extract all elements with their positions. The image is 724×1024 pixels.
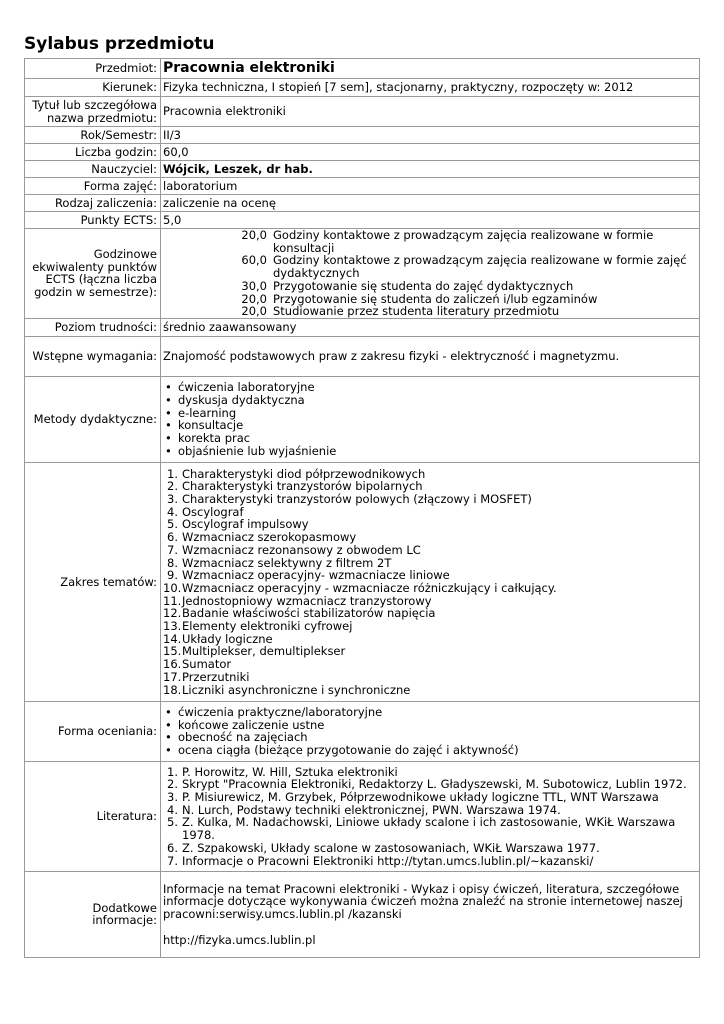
list-item: 3 . Charakterystyki tranzystorów polowych (złączowy i MOSFET) [163, 493, 696, 506]
list-item: 13 . Elementy elektroniki cyfrowej [163, 620, 696, 633]
row-topics [25, 462, 700, 701]
list-item: • e-learning [163, 407, 696, 420]
list-item: • korekta prac [163, 432, 696, 445]
grading-label: Forma oceniania: [25, 701, 161, 761]
additional-cell [161, 871, 700, 957]
additional-label: Dodatkowe informacje: [25, 871, 161, 957]
methods-cell [161, 376, 700, 462]
additional-link[interactable]: http://fizyka.umcs.lublin.pl [163, 932, 316, 947]
page-title: Sylabus przedmiotu [24, 34, 215, 54]
form-label: Forma zajęć: [25, 178, 161, 195]
direction-label: Kierunek: [25, 79, 161, 97]
row-grading [25, 701, 700, 761]
row-ects-points [25, 212, 700, 229]
row-year-semester [25, 127, 700, 144]
ects-entry: 20,0 Studiowanie przez studenta literatury przedmiotu [241, 304, 560, 319]
topics-label: Zakres tematów: [25, 462, 161, 701]
list-item: 1 . P. Horowitz, W. Hill, Sztuka elektroniki [163, 766, 696, 779]
row-subject [25, 59, 700, 79]
ects-equiv-label: Godzinowe ekwiwalenty punktów ECTS (łączna liczba godzin w semestrze): [25, 229, 161, 319]
full-name-label: Tytuł lub szczegółowa nazwa przedmiotu: [25, 97, 161, 127]
list-item: 9 . Wzmacniacz operacyjny- wzmacniacze liniowe [163, 569, 696, 582]
row-full-name [25, 97, 700, 127]
methods-list [163, 381, 696, 457]
prerequisites-value: Znajomość podstawowych praw z zakresu fizyki - elektryczność i magnetyzmu. [161, 336, 700, 376]
topics-list [163, 468, 696, 697]
row-hours [25, 144, 700, 161]
list-item: 12 . Badanie właściwości stabilizatorów napięcia [163, 607, 696, 620]
grading-list [163, 706, 696, 757]
full-name-value: Pracownia elektroniki [161, 97, 700, 127]
row-form [25, 178, 700, 195]
list-item: 4 . Oscylograf [163, 506, 696, 519]
list-item: 16 . Sumator [163, 658, 696, 671]
credit-type-value: zaliczenie na ocenę [161, 195, 700, 212]
form-value: laboratorium [161, 178, 700, 195]
list-item: • ćwiczenia laboratoryjne [163, 381, 696, 394]
list-item: • obecność na zajęciach [163, 731, 696, 744]
list-item: 5 . Oscylograf impulsowy [163, 518, 696, 531]
list-item: 2 . Charakterystyki tranzystorów bipolarnych [163, 480, 696, 493]
row-prerequisites [25, 336, 700, 376]
list-item: • dyskusja dydaktyczna [163, 394, 696, 407]
year-semester-value: II/3 [161, 127, 700, 144]
list-item: • ocena ciągła (bieżące przygotowanie do zajęć i aktywność) [163, 744, 696, 757]
list-item: • ćwiczenia praktyczne/laboratoryjne [163, 706, 696, 719]
prerequisites-label: Wstępne wymagania: [25, 336, 161, 376]
ects-entry: 20,0 Godziny kontaktowe z prowadzącym zajęcia realizowane w formie konsultacji [241, 228, 654, 255]
methods-label: Metody dydaktyczne: [25, 376, 161, 462]
hours-value: 60,0 [161, 144, 700, 161]
row-direction [25, 79, 700, 97]
ects-entry: 20,0 Przygotowanie się studenta do zaliczeń i/lub egzaminów [241, 291, 598, 306]
list-item: 10 . Wzmacniacz operacyjny - wzmacniacze różniczkujący i całkujący. [163, 582, 696, 595]
ects-points-label: Punkty ECTS: [25, 212, 161, 229]
list-item: • konsultacje [163, 419, 696, 432]
difficulty-value: średnio zaawansowany [161, 318, 700, 336]
literature-list [163, 766, 696, 868]
teacher-value: Wójcik, Leszek, dr hab. [161, 161, 700, 178]
list-item: 15 . Multiplekser, demultiplekser [163, 645, 696, 658]
row-literature [25, 761, 700, 871]
additional-text: Informacje na temat Pracowni elektroniki - Wykaz i opisy ćwiczeń, literatura, szczegółowe informacje dotyczące wykonywania ćwiczeń można znaleźć na stronie internetowej naszej pracowni:serwisy.umcs.lublin.pl /kazanski [163, 881, 683, 921]
list-item: 18 . Liczniki asynchroniczne i synchroniczne [163, 684, 696, 697]
list-item: • końcowe zaliczenie ustne [163, 719, 696, 732]
difficulty-label: Poziom trudności: [25, 318, 161, 336]
list-item: • objaśnienie lub wyjaśnienie [163, 445, 696, 458]
ects-points-value: 5,0 [161, 212, 700, 229]
year-semester-label: Rok/Semestr: [25, 127, 161, 144]
row-methods [25, 376, 700, 462]
row-credit-type [25, 195, 700, 212]
hours-label: Liczba godzin: [25, 144, 161, 161]
list-item: 11 . Jednostopniowy wzmacniacz tranzystorowy [163, 595, 696, 608]
syllabus-table [24, 58, 700, 958]
list-item: 4 . N. Lurch, Podstawy techniki elektronicznej, PWN. Warszawa 1974. [163, 804, 696, 817]
list-item: 6 . Wzmacniacz szerokopasmowy [163, 531, 696, 544]
list-item: 17 . Przerzutniki [163, 671, 696, 684]
list-item: 7 . Informacje o Pracowni Elektroniki http://tytan.umcs.lublin.pl/~kazanski/ [163, 855, 696, 868]
list-item: 7 . Wzmacniacz rezonansowy z obwodem LC [163, 544, 696, 557]
literature-label: Literatura: [25, 761, 161, 871]
ects-entry: 60,0 Godziny kontaktowe z prowadzącym zajęcia realizowane w formie zajęć dydaktycznych [241, 253, 687, 281]
list-item: 5 . Z. Kulka, M. Nadachowski, Liniowe układy scalone i ich zastosowanie, WKiŁ Warszawa 1978. [163, 816, 696, 841]
list-item: 3 . P. Misiurewicz, M. Grzybek, Półprzewodnikowe układy logiczne TTL, WNT Warszawa [163, 791, 696, 804]
list-item: 6 . Z. Szpakowski, Układy scalone w zastosowaniach, WKiŁ Warszawa 1977. [163, 842, 696, 855]
subject-value: Pracownia elektroniki [161, 59, 700, 79]
credit-type-label: Rodzaj zaliczenia: [25, 195, 161, 212]
list-item: 14 . Układy logiczne [163, 633, 696, 646]
direction-value: Fizyka techniczna, I stopień [7 sem], stacjonarny, praktyczny, rozpoczęty w: 2012 [161, 79, 700, 97]
ects-equiv-list [161, 229, 700, 319]
row-additional [25, 871, 700, 957]
list-item: 1 . Charakterystyki diod półprzewodnikowych [163, 468, 696, 481]
teacher-label: Nauczyciel: [25, 161, 161, 178]
list-item: 8 . Wzmacniacz selektywny z filtrem 2T [163, 557, 696, 570]
row-difficulty [25, 318, 700, 336]
row-ects-equivalents [25, 229, 700, 319]
grading-cell [161, 701, 700, 761]
ects-entry: 30,0 Przygotowanie się studenta do zajęć dydaktycznych [241, 278, 574, 293]
topics-cell [161, 462, 700, 701]
subject-label: Przedmiot: [25, 59, 161, 79]
list-item: 2 . Skrypt "Pracownia Elektroniki, Redaktorzy L. Gładyszewski, M. Subotowicz, Lublin 1972. [163, 778, 696, 791]
literature-cell [161, 761, 700, 871]
row-teacher [25, 161, 700, 178]
